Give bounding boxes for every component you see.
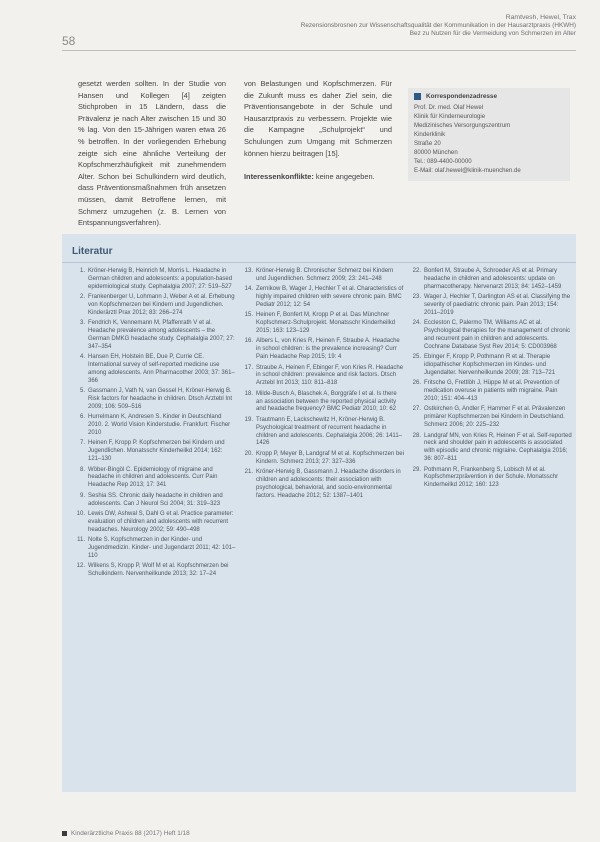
reference-number: 27. xyxy=(412,406,421,413)
body-column-1: gesetzt werden sollten. In der Studie von Hansen und Kollegen [4] zeigten Stichproben in 15 Ländern, dass die Prävalenz je nach Alter zwischen 15 und 30 % lag. Von den 15-Jährigen waren etwa 26 % betroffen. In der vorliegenden Erhebung zeigte sich eine ähnliche Verteilung der Kopfschmerzhäufigkeit mit zunehmendem Alter. Schon bei Schulkindern wird deutlich, dass Präventionsmaßnahmen früh ansetzen müssen, damit Betroffene lernen, mit Schmerz umzugehen (z. B. Lernen von Entspannungsverfahren). xyxy=(78,79,226,228)
reference-item xyxy=(242,391,404,415)
reference-item xyxy=(74,354,236,386)
reference-text: Gassmann J, Vath N, van Gessel H, Kröner-Herwig B. Risk factors for headache in children. Dtsch Arztebl Int 2009; 106: 509–516 xyxy=(88,388,233,411)
reference-text: Wager J, Hechler T, Darlington AS et al. Classifying the severity of paediatric chronic pain. Pain 2013; 154: 2011–2019 xyxy=(424,294,571,316)
reference-number: 10. xyxy=(76,510,85,517)
reference-text: Milde-Busch A, Blaschek A, Borggräfe I et al. Is there an association between the reported physical activity and headache frequency? BMC Pediatr 2010; 10: 62 xyxy=(256,390,397,413)
reference-item xyxy=(74,493,236,509)
reference-item xyxy=(410,406,572,430)
reference-number: 5. xyxy=(79,388,85,395)
reference-number: 8. xyxy=(79,466,85,473)
reference-item xyxy=(74,511,236,535)
square-bullet-icon xyxy=(62,831,67,836)
body-column-2-text: von Belastungen und Kopfschmerzen. Für die Zukunft muss es daher Ziel sein, die Präventionsangebote in der Schule und Hausarztpraxis zu verbessern. Projekte wie die Kampagne „Schulprojekt“ und Schulungen zum Umgang mit Schmerzen können hierzu beitragen [15]. xyxy=(244,79,392,158)
reference-text: Hurrelmann K, Andresen S. Kinder in Deutschland 2010. 2. World Vision Kinderstudie. Frankfurt: Fischer 2010 xyxy=(88,414,231,437)
header-divider xyxy=(62,50,576,51)
reference-text: Heinen F, Kropp P. Kopfschmerzen bei Kindern und Jugendlichen. Monatsschr Kinderheilkd 2014; 162: 121–130 xyxy=(88,440,225,463)
reference-text: Fritsche G, Frettlöh J, Hüppe M et al. Prevention of medication overuse in patients with migraine. Pain 2010; 151: 404–413 xyxy=(424,380,560,403)
reference-number: 24. xyxy=(412,320,421,327)
reference-number: 11. xyxy=(77,537,85,543)
reference-item xyxy=(74,294,236,318)
running-header-title-line2: Bez zu Nutzen für die Vermeidung von Schmerzen im Alter xyxy=(409,30,576,38)
page-footer xyxy=(62,830,190,837)
reference-item xyxy=(242,312,404,336)
reference-number: 23. xyxy=(412,294,421,301)
reference-text: Trautmann E, Lackschewitz H, Kröner-Herwig B. Psychological treatment of recurrent headache in children and adolescents. Cephalalgia 2006; 26: 1411–1426 xyxy=(256,416,402,447)
correspondence-title xyxy=(414,92,564,101)
reference-item xyxy=(74,537,236,561)
correspondence-line: Kinderklinik xyxy=(414,131,446,138)
reference-item xyxy=(410,433,572,465)
reference-text: Wilkens S, Kropp P, Wolf M et al. Kopfschmerzen bei Schulkindern. Nervenheilkunde 2013; 32: 17–24 xyxy=(88,563,229,578)
correspondence-line: Tel.: 089-4400-00000 xyxy=(414,158,472,165)
footer-text: Kinderärztliche Praxis 88 (2017) Heft 1/18 xyxy=(71,830,190,837)
reference-text: Zernikow B, Wager J, Hechler T et al. Characteristics of highly impaired children with severe chronic pain. BMC Pediatr 2012; 12: 54 xyxy=(256,286,404,309)
reference-text: Hansen EH, Holstein BE, Due P, Currie CE. International survey of self-reported medicine use among adolescents. Ann Pharmacother 2003; 37: 361–366 xyxy=(88,354,235,384)
reference-item xyxy=(410,268,572,292)
reference-item xyxy=(242,469,404,501)
reference-item xyxy=(410,294,572,318)
reference-number: 6. xyxy=(79,414,85,421)
reference-text: Ebinger F, Kropp P, Pothmann R et al. Therapie idiopathischer Kopfschmerzen im Kindes- und Jugendalter. Nervenheilkunde 2009; 28: 713–721 xyxy=(424,354,556,377)
reference-item xyxy=(242,286,404,310)
reference-item xyxy=(74,440,236,464)
reference-number: 9. xyxy=(79,492,85,499)
reference-item xyxy=(242,451,404,467)
correspondence-line: Prof. Dr. med. Olaf Hewel xyxy=(414,104,484,111)
reference-number: 15. xyxy=(244,312,253,319)
running-header xyxy=(176,14,576,39)
running-header-title-line1: Rezensionsbrosnen zur Wissenschaftsqualität der Kommunikation in der Hausarztpraxis (HKWH) xyxy=(300,22,576,30)
reference-text: Lewis DW, Ashwal S, Dahl G et al. Practice parameter: evaluation of children and adolescents with recurrent headaches. Neurology 2002; 59: 490–498 xyxy=(88,510,234,533)
correspondence-line: Straße 20 xyxy=(414,140,441,147)
reference-number: 14. xyxy=(244,286,253,293)
reference-number: 25. xyxy=(412,354,421,361)
reference-text: Landgraf MN, von Kries R, Heinen F et al. Self-reported neck and shoulder pain in adolescents is associated with episodic and chronic migraine. Cephalalgia 2016; 36: 807–811 xyxy=(424,432,572,463)
reference-number: 18. xyxy=(244,390,253,397)
reference-item xyxy=(74,268,236,292)
reference-text: Frankenberger U, Lohmann J, Weber A et al. Erhebung von Kopfschmerzen bei Kindern und Jugendlichen. Kinderärztl Prax 2012; 83: 266–274 xyxy=(88,294,235,316)
reference-item xyxy=(410,467,572,491)
reference-number: 22. xyxy=(412,268,421,274)
reference-text: Straube A, Heinen F, Ebinger F, von Kries R. Headache in school children: prevalence and risk factors. Dtsch Arztebl Int 2013; 110: 811–818 xyxy=(256,364,404,387)
reference-text: Ostkirchen G, Andler F, Hammer F et al. Prävalenzen primärer Kopfschmerzen bei Kindern in Deutschland. Schmerz 2006; 20: 225–232 xyxy=(424,406,566,429)
running-header-authors: Ramtvesh, Hewel, Trax xyxy=(505,14,576,21)
reference-item xyxy=(410,380,572,404)
correspondence-line: Klinik für Kinderneurologie xyxy=(414,113,486,120)
reference-column-2 xyxy=(242,268,404,503)
reference-number: 13. xyxy=(244,268,253,274)
reference-number: 16. xyxy=(244,338,253,345)
reference-column-1 xyxy=(74,268,236,581)
page-number: 58 xyxy=(62,34,76,48)
reference-item xyxy=(410,320,572,352)
reference-text: Kröner-Herwig B. Chronischer Schmerz bei Kindern und Jugendlichen. Schmerz 2009; 23: 241–248 xyxy=(256,268,394,282)
correspondence-title-text: Korrespondenzadresse xyxy=(426,93,498,100)
reference-text: Pothmann R, Frankenberg S, Lobisch M et al. Kopfschmerzprävention in der Schule. Monatsschr Kinderheilkd 2012; 160: 123 xyxy=(424,466,559,489)
literature-divider xyxy=(62,262,576,263)
reference-text: Kropp P, Meyer B, Landgraf M et al. Kopfschmerzen bei Kindern. Schmerz 2013; 27: 327–336 xyxy=(256,450,404,465)
reference-item xyxy=(74,414,236,438)
reference-number: 3. xyxy=(79,320,85,327)
correspondence-line: E-Mail: olaf.hewel@klinik-muenchen.de xyxy=(414,167,521,174)
reference-column-3 xyxy=(410,268,572,493)
reference-number: 1. xyxy=(79,268,85,274)
reference-text: Kröner-Herwig B, Gassmann J. Headache disorders in children and adolescents: their association with psychological, behavioral, and socio-environmental factors. Headache 2012; 52: 1387–1401 xyxy=(256,468,401,499)
reference-text: Wöber-Bingöl C. Epidemiology of migraine and headache in children and adolescents. Curr Pain Headache Rep 2013; 17: 341 xyxy=(88,466,218,489)
reference-item xyxy=(242,338,404,362)
correspondence-box xyxy=(408,88,570,181)
reference-text: Seshia SS. Chronic daily headache in children and adolescents. Can J Neurol Sci 2004; 31: 319–323 xyxy=(88,492,223,507)
body-column-2 xyxy=(244,78,392,182)
reference-text: Heinen F, Bonfert M, Kropp P et al. Das Münchner Kopfschmerz-Schulprojekt. Monatsschr Kinderheilkd 2015; 163: 123–129 xyxy=(256,312,396,335)
conflict-of-interest-label: Interessenkonflikte: xyxy=(244,171,314,181)
reference-item xyxy=(410,354,572,378)
reference-text: Eccleston C, Palermo TM, Williams AC et al. Psychological therapies for the management of chronic and recurrent pain in children and adolescents. Cochrane Database Syst Rev 2014; 5: CD003968 xyxy=(424,320,571,350)
reference-number: 21. xyxy=(244,468,253,475)
correspondence-line: 80000 München xyxy=(414,149,458,156)
literature-heading: Literatur xyxy=(72,246,113,257)
reference-number: 17. xyxy=(244,364,253,371)
reference-number: 26. xyxy=(412,380,421,387)
reference-number: 12. xyxy=(76,563,85,570)
reference-text: Fendrich K, Vennemann M, Pfaffenrath V et al. Headache prevalence among adolescents – the German DMKG headache study. Cephalalgia 2007; 27: 347–354 xyxy=(88,320,235,350)
reference-number: 4. xyxy=(79,354,85,361)
reference-item xyxy=(74,563,236,579)
reference-number: 20. xyxy=(244,450,253,457)
reference-number: 19. xyxy=(244,416,253,423)
conflict-of-interest-text: keine angegeben. xyxy=(315,171,375,181)
reference-item xyxy=(74,388,236,412)
square-bullet-icon xyxy=(414,93,421,100)
reference-text: Bonfert M, Straube A, Schroeder AS et al. Primary headache in children and adolescents: update on pharmacotherapy. Nervenarzt 2013; 84: 1452–1459 xyxy=(424,268,562,290)
reference-item xyxy=(74,467,236,491)
reference-number: 2. xyxy=(79,294,85,301)
reference-number: 29. xyxy=(412,466,421,473)
reference-item xyxy=(242,268,404,284)
reference-item xyxy=(242,417,404,449)
reference-item xyxy=(242,365,404,389)
reference-text: Albers L, von Kries R, Heinen F, Straube A. Headache in school children: is the prevalence increasing? Curr Pain Headache Rep 2015; 19: 4 xyxy=(256,338,400,361)
reference-number: 7. xyxy=(79,440,85,447)
reference-text: Kröner-Herwig B, Heinrich M, Morris L. Headache in German children and adolescents: a population-based epidemiological study. Cephalalgia 2007; 27: 519–527 xyxy=(88,268,233,290)
reference-number: 28. xyxy=(412,432,421,439)
correspondence-line: Medizinisches Versorgungszentrum xyxy=(414,122,511,129)
reference-text: Nolte S. Kopfschmerzen in der Kinder- und Jugendmedizin. Kinder- und Jugendarzt 2011; 42: 101–110 xyxy=(88,537,236,559)
reference-item xyxy=(74,320,236,352)
